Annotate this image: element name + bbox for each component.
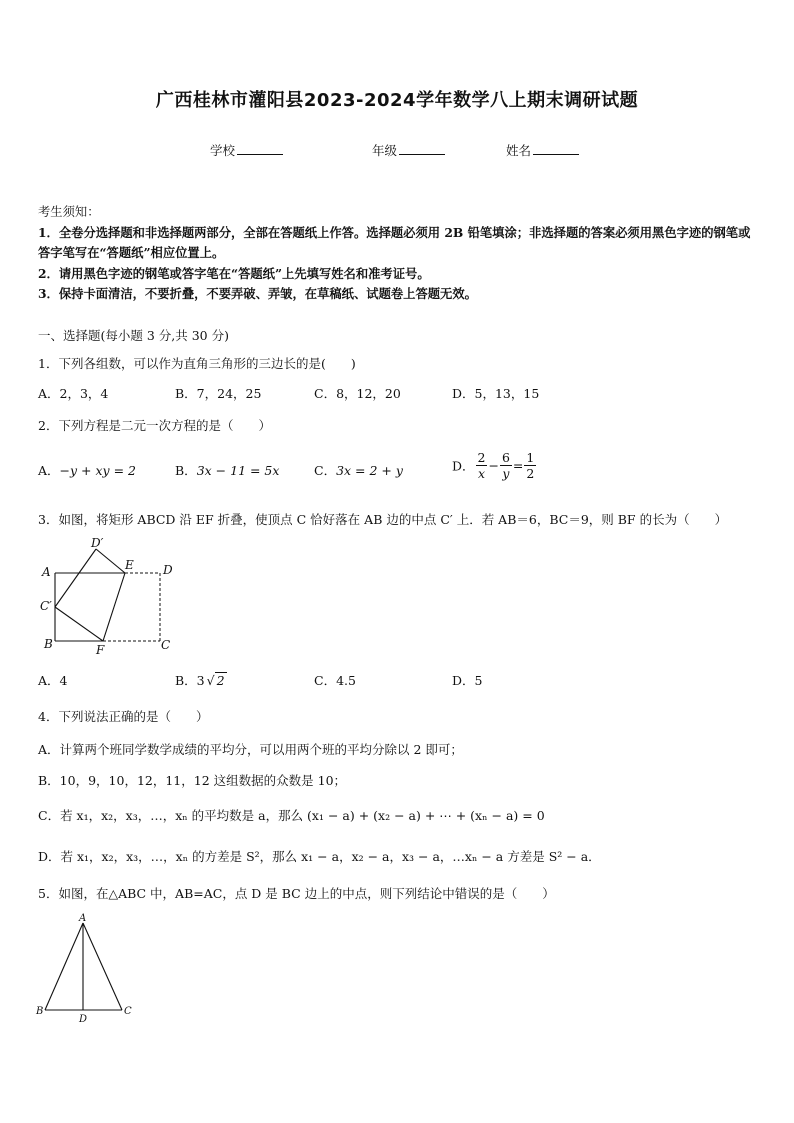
question-4-stem: 4．下列说法正确的是（ ） [38,709,209,724]
q3-b-sqrt-symbol: √ [206,673,215,688]
q1-option-c[interactable]: C．8，12，20 [314,386,401,401]
question-5-stem: 5．如图，在△ABC 中，AB=AC，点 D 是 BC 边上的中点，则下列结论中错误的是（ ） [38,886,555,901]
q2-d-den-2: y [502,466,510,481]
grade-blank[interactable] [399,142,445,155]
q3-label-cprime: C′ [40,599,52,613]
q2-c-expr: 3x = 2 + y [336,463,403,478]
q2-d-fraction-1 [476,450,488,481]
question-3-stem: 3．如图，将矩形 ABCD 沿 EF 折叠，使顶点 C 恰好落在 AB 边的中点 C′ 上．若 AB＝6，BC＝9，则 BF 的长为（ ） [38,512,728,527]
q3-edge-de [96,549,125,573]
q3-label-d: D [163,563,173,577]
grade-field[interactable] [372,141,445,159]
q3-option-a[interactable]: A．4 [38,673,68,688]
q2-option-c[interactable] [314,461,403,479]
school-field[interactable] [210,141,283,159]
q3-edge-cd [55,549,96,607]
q2-d-fraction-3 [524,450,536,481]
q4-option-c[interactable]: C．若 x₁，x₂，x₃，…，xₙ 的平均数是 a，那么 (x₁ − a) + (x₂ − a) + ⋯ + (xₙ − a) = 0 [38,808,545,823]
q3-label-a: A [42,565,51,579]
school-blank[interactable] [237,142,283,155]
q5-label-a: A [79,913,87,924]
q3-b-prefix: B．3 [175,673,205,688]
q2-d-minus: − [488,458,499,473]
notes-heading: 考生须知： [38,205,100,219]
q2-option-d[interactable] [452,450,537,481]
q2-d-num-1: 2 [477,450,486,465]
q2-d-den-1: x [477,466,486,481]
q3-label-e: E [125,558,134,572]
notes-item-3: 3．保持卡面清洁，不要折叠，不要弄破、弄皱，在草稿纸、试题卷上答题无效。 [38,286,477,301]
notes-item-2: 2．请用黑色字迹的钢笔或答字笔在“答题纸”上先填写姓名和准考证号。 [38,265,430,281]
school-label: 学校 [210,143,236,158]
q2-d-num-3: 1 [526,450,535,465]
q3-option-b[interactable] [175,671,227,689]
q2-d-label: D． [452,458,475,474]
q2-option-b[interactable] [175,461,279,479]
q2-b-expr: 3x − 11 = 5x [196,463,280,478]
name-blank[interactable] [533,142,579,155]
q2-a-expr: −y + xy = 2 [59,463,136,478]
q3-b-radicand: 2 [216,673,225,688]
q3-option-d[interactable]: D．5 [452,673,483,688]
q5-label-c: C [124,1006,132,1017]
q2-b-label: B． [175,463,197,478]
q3-label-f: F [96,643,105,657]
q5-label-d: D [79,1014,88,1024]
q1-option-d[interactable]: D．5，13，15 [452,386,540,401]
question-2-stem: 2．下列方程是二元一次方程的是（ ） [38,418,271,433]
q1-option-a[interactable]: A．2，3，4 [38,386,109,401]
notes-item-1: 1．全卷分选择题和非选择题两部分，全部在答题纸上作答。选择题必须用 2B 铅笔填涂；非选择题的答案必须用黑色字迹的钢笔或答字笔写在“答题纸”相应位置上。 [38,224,751,260]
q3-fold-line-ef [103,573,125,641]
q4-option-b[interactable]: B．10，9，10，12，11，12 这组数据的众数是 10； [38,773,347,788]
q4-option-d[interactable]: D．若 x₁，x₂，x₃，…，xₙ 的方差是 S²，那么 x₁ − a，x₂ − a，x₃ − a，…xₙ − a 方差是 S² − a． [38,849,601,864]
q2-d-den-3: 2 [526,466,535,481]
q3-edge-cf [55,607,103,641]
name-label: 姓名 [506,143,532,158]
name-field[interactable] [506,141,579,159]
q4-option-a[interactable]: A．计算两个班同学数学成绩的平均分，可以用两个班的平均分除以 2 即可； [38,742,463,757]
q3-label-dprime: D′ [91,536,104,550]
q3-label-b: B [44,637,53,651]
page-title: 广西桂林市灌阳县2023-2024学年数学八上期末调研试题 [155,90,639,111]
q5-edge-ac [83,923,122,1010]
q2-d-fraction-2 [500,450,512,481]
q1-option-b[interactable]: B．7，24，25 [175,386,262,401]
q3-label-c: C [161,638,171,652]
q2-a-label: A． [38,463,60,478]
section-heading: 一、选择题(每小题 3 分,共 30 分) [38,328,229,343]
q5-label-b: B [36,1006,44,1017]
q2-d-equals: = [512,458,524,473]
q2-c-label: C． [314,463,337,478]
question-1-stem: 1．下列各组数，可以作为直角三角形的三边长的是( ) [38,356,356,371]
q2-d-num-2: 6 [501,450,510,465]
q2-option-a[interactable] [38,461,136,479]
exam-notes [38,202,760,305]
q3-option-c[interactable]: C．4.5 [314,673,356,688]
q5-isosceles-triangle-figure [30,912,140,1024]
grade-label: 年级 [372,143,398,158]
q5-edge-ab [45,923,83,1010]
q3-rectangle-fold-figure [30,532,190,658]
